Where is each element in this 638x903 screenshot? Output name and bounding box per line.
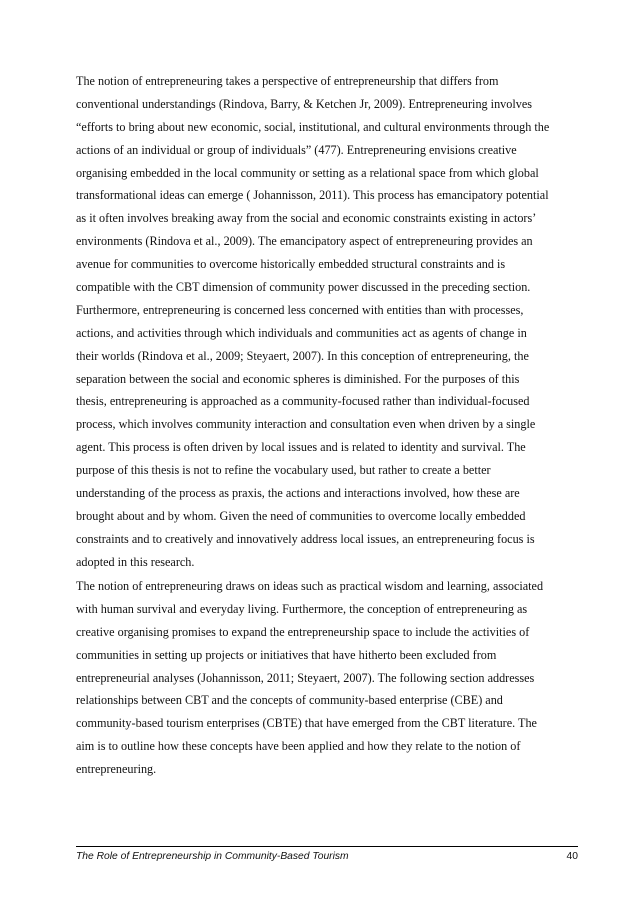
- text-line: aim is to outline how these concepts have been applied and how they relate to the notion of: [76, 739, 521, 754]
- text-line: avenue for communities to overcome historically embedded structural constraints and is: [76, 257, 506, 272]
- footer-title: The Role of Entrepreneurship in Community-Based Tourism: [76, 851, 349, 862]
- text-line: entrepreneuring.: [76, 762, 157, 777]
- text-line: their worlds (Rindova et al., 2009; Steyaert, 2007). In this conception of entrepreneuring, the: [76, 348, 529, 363]
- text-line: environments (Rindova et al., 2009). The emancipatory aspect of entrepreneuring provides an: [76, 234, 533, 249]
- text-line: The notion of entrepreneuring takes a perspective of entrepreneurship that differs from: [76, 74, 499, 88]
- text-line: adopted in this research.: [76, 554, 195, 569]
- text-line: brought about and by whom. Given the need of communities to overcome locally embedded: [76, 508, 526, 523]
- text-line: as it often involves breaking away from the social and economic constraints existing in actors’: [76, 211, 537, 226]
- text-line: creative organising promises to expand the entrepreneurship space to include the activities of: [76, 624, 530, 639]
- text-line: communities in setting up projects or initiatives that have hitherto been excluded from: [76, 647, 497, 662]
- text-line: organising embedded in the local community or setting as a relational space from which global: [76, 165, 539, 180]
- text-line: agent. This process is often driven by local issues and is related to identity and survival. The: [76, 440, 526, 455]
- text-line: thesis, entrepreneuring is approached as a community-focused rather than individual-focused: [76, 394, 530, 409]
- text-line: community-based tourism enterprises (CBTE) that have emerged from the CBT literature. The: [76, 716, 537, 731]
- text-line: “efforts to bring about new economic, social, institutional, and cultural environments through the: [76, 119, 550, 134]
- paragraph-2: [76, 575, 571, 781]
- text-line: separation between the social and economic spheres is diminished. For the purposes of this: [76, 371, 520, 386]
- text-line: constraints and to creatively and innovatively address local issues, an entrepreneuring focus is: [76, 531, 535, 546]
- paragraph-1: [76, 70, 571, 574]
- text-line: Furthermore, entrepreneuring is concerned less concerned with entities than with processes,: [76, 302, 524, 317]
- page-number: 40: [566, 851, 578, 862]
- text-line: transformational ideas can emerge ( Johannisson, 2011). This process has emancipatory potential: [76, 188, 549, 203]
- text-line: process, which involves community interaction and consultation even when driven by a single: [76, 417, 536, 432]
- text-line: with human survival and everyday living. Furthermore, the conception of entrepreneuring as: [76, 601, 528, 616]
- text-line: understanding of the process as praxis, the actions and interactions involved, how these are: [76, 486, 520, 501]
- footer-divider: [76, 846, 578, 847]
- text-line: conventional understandings (Rindova, Barry, & Ketchen Jr, 2009). Entrepreneuring involves: [76, 96, 532, 111]
- text-line: actions of an individual or group of individuals” (477). Entrepreneuring envisions creative: [76, 142, 517, 157]
- text-line: actions, and activities through which individuals and communities act as agents of change in: [76, 325, 527, 340]
- page-footer: [76, 851, 578, 867]
- text-line: purpose of this thesis is not to refine the vocabulary used, but rather to create a better: [76, 463, 491, 478]
- text-line: compatible with the CBT dimension of community power discussed in the preceding section.: [76, 280, 531, 295]
- text-line: entrepreneurial analyses (Johannisson, 2011; Steyaert, 2007). The following section addresses: [76, 670, 535, 685]
- text-line: The notion of entrepreneuring draws on ideas such as practical wisdom and learning, associated: [76, 579, 544, 593]
- text-line: relationships between CBT and the concepts of community-based enterprise (CBE) and: [76, 693, 503, 708]
